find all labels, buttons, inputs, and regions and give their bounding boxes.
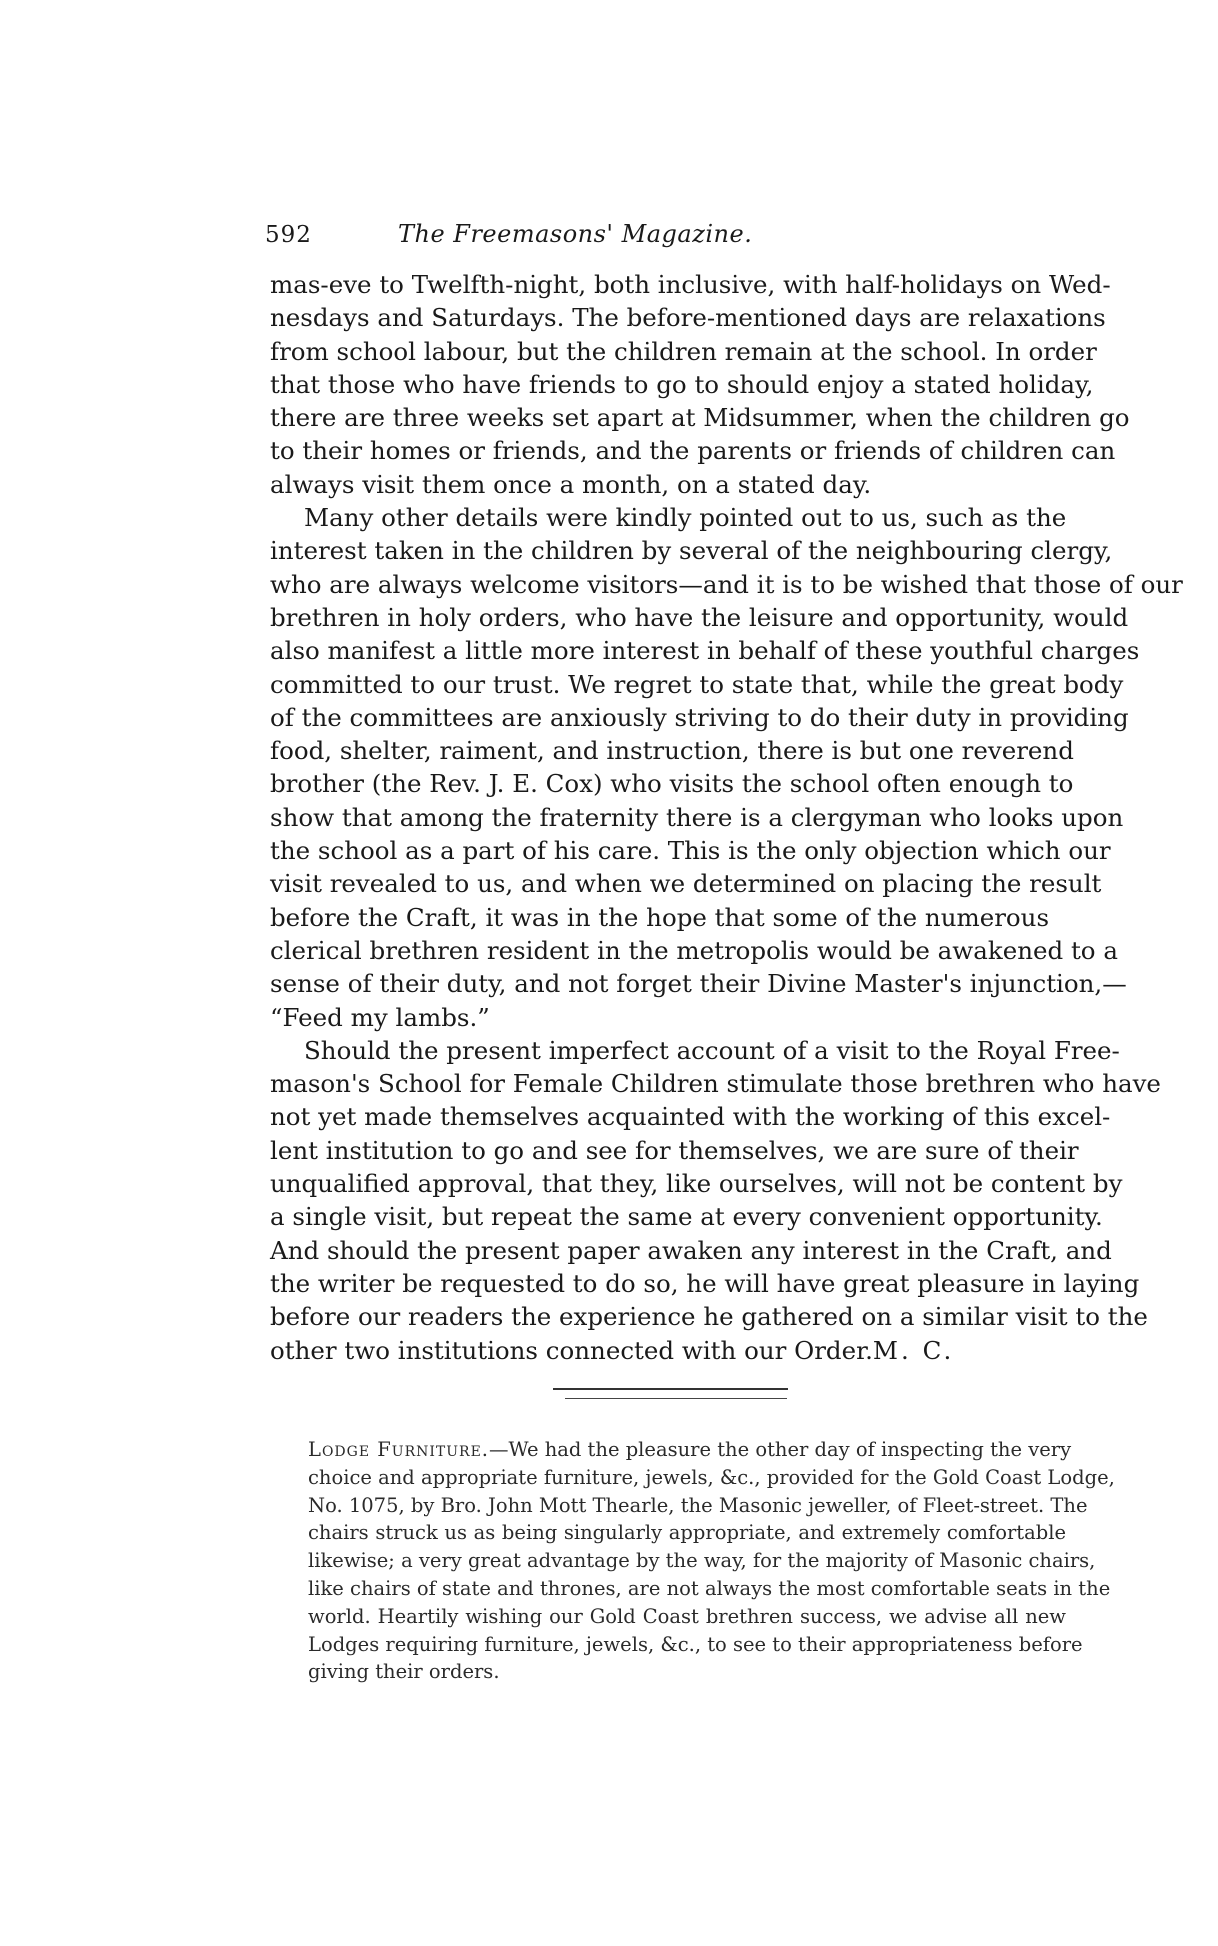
text-line: Should the present imperfect account of a visit to the Royal Free-	[304, 1035, 1120, 1065]
text-line: sense of their duty, and not forget their Divine Master's injunction,—	[270, 969, 1127, 999]
text-line: brethren in holy orders, who have the leisure and opportunity, would	[270, 602, 1129, 632]
divider-rule	[565, 1398, 787, 1399]
text-line: before the Craft, it was in the hope that some of the numerous	[270, 902, 1050, 932]
text-line: chairs struck us as being singularly appropriate, and extremely comfortable	[308, 1521, 1066, 1545]
text-line: a single visit, but repeat the same at every convenient opportunity.	[270, 1202, 1103, 1232]
text-line: other two institutions connected with our Order.	[270, 1335, 873, 1365]
text-line: from school labour, but the children remain at the school. In order	[270, 336, 1097, 366]
text-line: No. 1075, by Bro. John Mott Thearle, the Masonic jeweller, of Fleet-street. The	[308, 1493, 1088, 1517]
text-line: that those who have friends to go to should enjoy a stated holiday,	[270, 369, 1094, 399]
closing-line	[270, 1334, 1030, 1367]
text-line: mas-eve to Twelfth-night, both inclusive, with half-holidays on Wed-	[270, 270, 1111, 299]
text-line: the writer be requested to do so, he will have great pleasure in laying	[270, 1268, 1140, 1298]
note-heading: Lodge Furniture.	[308, 1438, 489, 1461]
text-line: lent institution to go and see for themselves, we are sure of their	[270, 1135, 1079, 1165]
text-line: always visit them once a month, on a stated day.	[270, 469, 872, 499]
lodge-furniture-note	[308, 1436, 1115, 1686]
text-line: Many other details were kindly pointed out to us, such as the	[304, 503, 1067, 533]
page-number: 592	[265, 222, 312, 248]
text-line: also manifest a little more interest in behalf of these youthful charges	[270, 636, 1140, 666]
divider-rule	[553, 1388, 788, 1390]
text-line: committed to our trust. We regret to state that, while the great body	[270, 669, 1124, 699]
article-body	[270, 268, 1183, 1367]
text-line: likewise; a very great advantage by the way, for the majority of Masonic chairs,	[308, 1549, 1096, 1573]
text-line: food, shelter, raiment, and instruction, there is but one reverend	[270, 736, 1074, 766]
text-line: of the committees are anxiously striving to do their duty in providing	[270, 702, 1129, 732]
text-line: before our readers the experience he gathered on a similar visit to the	[270, 1302, 1148, 1332]
text-line: nesdays and Saturdays. The before-mentioned days are relaxations	[270, 303, 1106, 333]
author-signature: M. C.	[872, 1335, 955, 1365]
text-line: Lodges requiring furniture, jewels, &c., to see to their appropriateness before	[308, 1632, 1083, 1656]
text-line: choice and appropriate furniture, jewels, &c., provided for the Gold Coast Lodge,	[308, 1465, 1115, 1489]
text-line: giving their orders.	[308, 1660, 500, 1684]
text-line: unqualified approval, that they, like ourselves, will not be content by	[270, 1169, 1123, 1199]
text-line: the school as a part of his care. This is the only objection which our	[270, 836, 1111, 866]
text-line: world. Heartily wishing our Gold Coast brethren success, we advise all new	[308, 1604, 1066, 1628]
text-line: there are three weeks set apart at Midsummer, when the children go	[270, 403, 1130, 433]
text-line: clerical brethren resident in the metropolis would be awakened to a	[270, 935, 1118, 965]
text-line: And should the present paper awaken any interest in the Craft, and	[270, 1235, 1112, 1265]
note-text: —We had the pleasure the other day of inspecting the very	[489, 1438, 1072, 1461]
text-line: brother (the Rev. J. E. Cox) who visits the school often enough to	[270, 769, 1074, 799]
text-line: not yet made themselves acquainted with the working of this excel-	[270, 1102, 1111, 1132]
text-line: interest taken in the children by several of the neighbouring clergy,	[270, 536, 1113, 566]
section-divider	[553, 1388, 788, 1402]
text-line: “Feed my lambs.”	[270, 1002, 490, 1032]
note-first-line	[308, 1436, 1072, 1464]
text-line: mason's School for Female Children stimulate those brethren who have	[270, 1069, 1161, 1099]
text-line: who are always welcome visitors—and it is to be wished that those of our	[270, 569, 1183, 599]
text-line: like chairs of state and thrones, are not always the most comfortable seats in the	[308, 1576, 1111, 1600]
text-line: to their homes or friends, and the parents or friends of children can	[270, 436, 1116, 466]
running-head: The Freemasons' Magazine.	[398, 220, 753, 248]
text-line: show that among the fraternity there is a clergyman who looks upon	[270, 802, 1124, 832]
text-line: visit revealed to us, and when we determined on placing the result	[270, 869, 1102, 899]
